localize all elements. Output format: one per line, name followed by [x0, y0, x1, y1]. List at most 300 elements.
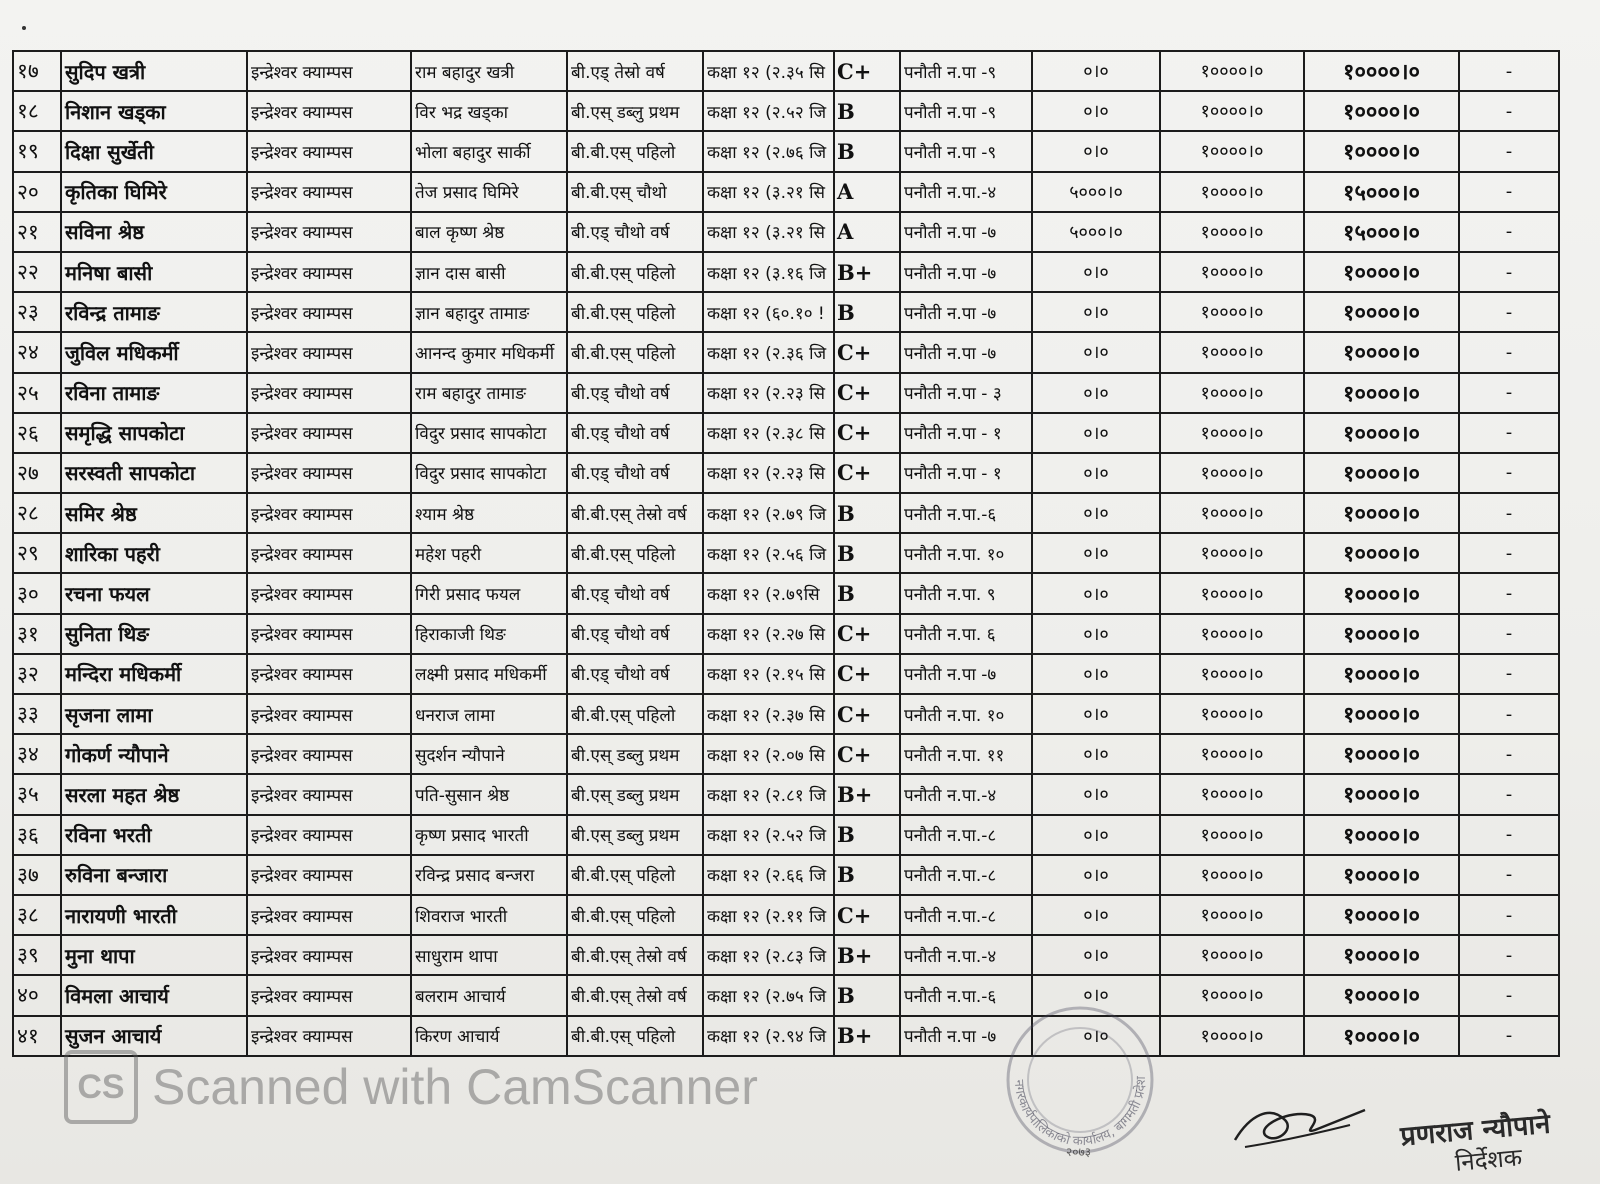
total-amount-cell: १००००।०: [1304, 533, 1459, 573]
remark-cell: -: [1459, 573, 1559, 613]
serial-number-cell: ३८: [13, 895, 61, 935]
grade-cell: C+: [834, 895, 900, 935]
amount-2-cell: १००००।०: [1160, 373, 1304, 413]
watermark-text: Scanned with CamScanner: [152, 1059, 758, 1115]
address-cell: पनौती न.पा. ९: [900, 573, 1032, 613]
serial-number-cell: १९: [13, 131, 61, 171]
amount-2-cell: १००००।०: [1160, 533, 1304, 573]
student-name-cell: विमला आचार्य: [61, 975, 247, 1015]
remark-cell: -: [1459, 614, 1559, 654]
program-cell: बी.एड् चौथो वर्ष: [567, 614, 703, 654]
table-row: [13, 51, 1559, 91]
guardian-name-cell: सुदर्शन न्यौपाने: [411, 734, 567, 774]
amount-2-cell: १००००।०: [1160, 332, 1304, 372]
scan-dot: [22, 26, 26, 30]
address-cell: पनौती न.पा.-८: [900, 895, 1032, 935]
class12-cell: कक्षा १२ (२.०७ सि: [703, 734, 834, 774]
remark-cell: -: [1459, 131, 1559, 171]
address-cell: पनौती न.पा -७: [900, 212, 1032, 252]
amount-2-cell: १००००।०: [1160, 91, 1304, 131]
total-amount-cell: १००००।०: [1304, 614, 1459, 654]
serial-number-cell: १८: [13, 91, 61, 131]
amount-2-cell: १००००।०: [1160, 131, 1304, 171]
total-amount-cell: १००००।०: [1304, 694, 1459, 734]
program-cell: बी.एड् तेस्रो वर्ष: [567, 51, 703, 91]
student-name-cell: रविना भरती: [61, 815, 247, 855]
total-amount-cell: १००००।०: [1304, 1016, 1459, 1056]
serial-number-cell: २३: [13, 292, 61, 332]
address-cell: पनौती न.पा. १०: [900, 533, 1032, 573]
table-row: [13, 212, 1559, 252]
serial-number-cell: २६: [13, 413, 61, 453]
total-amount-cell: १००००।०: [1304, 654, 1459, 694]
remark-cell: -: [1459, 975, 1559, 1015]
seal-number: २०७३: [1066, 1145, 1091, 1159]
guardian-name-cell: साधुराम थापा: [411, 935, 567, 975]
class12-cell: कक्षा १२ (२.१५ सि: [703, 654, 834, 694]
amount-1-cell: ०।०: [1032, 493, 1160, 533]
grade-cell: C+: [834, 51, 900, 91]
program-cell: बी.बी.एस् पहिलो: [567, 1016, 703, 1056]
class12-cell: कक्षा १२ (२.३५ सि: [703, 51, 834, 91]
table-row: [13, 774, 1559, 814]
remark-cell: -: [1459, 292, 1559, 332]
remark-cell: -: [1459, 51, 1559, 91]
class12-cell: कक्षा १२ (२.८३ जि: [703, 935, 834, 975]
campus-cell: इन्द्रेश्वर क्याम्पस: [247, 734, 411, 774]
address-cell: पनौती न.पा -७: [900, 332, 1032, 372]
class12-cell: कक्षा १२ (२.२३ सि: [703, 373, 834, 413]
guardian-name-cell: तेज प्रसाद घिमिरे: [411, 172, 567, 212]
address-cell: पनौती न.पा -७: [900, 292, 1032, 332]
serial-number-cell: २९: [13, 533, 61, 573]
serial-number-cell: ३२: [13, 654, 61, 694]
grade-cell: A: [834, 212, 900, 252]
class12-cell: कक्षा १२ (२.७६ जि: [703, 131, 834, 171]
guardian-name-cell: कृष्ण प्रसाद भारती: [411, 815, 567, 855]
serial-number-cell: ३३: [13, 694, 61, 734]
campus-cell: इन्द्रेश्वर क्याम्पस: [247, 654, 411, 694]
grade-cell: C+: [834, 413, 900, 453]
table-row: [13, 292, 1559, 332]
remark-cell: -: [1459, 212, 1559, 252]
remark-cell: -: [1459, 694, 1559, 734]
address-cell: पनौती न.पा -७: [900, 654, 1032, 694]
amount-2-cell: १००००।०: [1160, 573, 1304, 613]
guardian-name-cell: विदुर प्रसाद सापकोटा: [411, 413, 567, 453]
class12-cell: कक्षा १२ (२.५६ जि: [703, 533, 834, 573]
table-row: [13, 91, 1559, 131]
address-cell: पनौती न.पा.-४: [900, 172, 1032, 212]
program-cell: बी.बी.एस् तेस्रो वर्ष: [567, 935, 703, 975]
program-cell: बी.बी.एस् पहिलो: [567, 292, 703, 332]
amount-2-cell: १००००।०: [1160, 895, 1304, 935]
remark-cell: -: [1459, 453, 1559, 493]
class12-cell: कक्षा १२ (२.२७ सि: [703, 614, 834, 654]
program-cell: बी.बी.एस् चौथो: [567, 172, 703, 212]
serial-number-cell: ३१: [13, 614, 61, 654]
address-cell: पनौती न.पा. ११: [900, 734, 1032, 774]
serial-number-cell: २७: [13, 453, 61, 493]
campus-cell: इन्द्रेश्वर क्याम्पस: [247, 91, 411, 131]
student-name-cell: मुना थापा: [61, 935, 247, 975]
amount-2-cell: १००००।०: [1160, 975, 1304, 1015]
table-row: [13, 694, 1559, 734]
address-cell: पनौती न.पा. ६: [900, 614, 1032, 654]
grade-cell: B: [834, 91, 900, 131]
amount-1-cell: ०।०: [1032, 131, 1160, 171]
remark-cell: -: [1459, 855, 1559, 895]
student-name-cell: दिक्षा सुर्खेती: [61, 131, 247, 171]
campus-cell: इन्द्रेश्वर क्याम्पस: [247, 413, 411, 453]
signatory-title: निर्देशक: [1453, 1143, 1524, 1177]
serial-number-cell: ४१: [13, 1016, 61, 1056]
amount-1-cell: ०।०: [1032, 91, 1160, 131]
class12-cell: कक्षा १२ (२.६६ जि: [703, 855, 834, 895]
serial-number-cell: ३६: [13, 815, 61, 855]
total-amount-cell: १००००।०: [1304, 453, 1459, 493]
campus-cell: इन्द्रेश्वर क्याम्पस: [247, 935, 411, 975]
total-amount-cell: १००००।०: [1304, 252, 1459, 292]
amount-2-cell: १००००।०: [1160, 413, 1304, 453]
amount-2-cell: १००००।०: [1160, 734, 1304, 774]
student-name-cell: मन्दिरा मधिकर्मी: [61, 654, 247, 694]
campus-cell: इन्द्रेश्वर क्याम्पस: [247, 694, 411, 734]
serial-number-cell: १७: [13, 51, 61, 91]
table-row: [13, 614, 1559, 654]
program-cell: बी.एड् चौथो वर्ष: [567, 212, 703, 252]
grade-cell: C+: [834, 453, 900, 493]
campus-cell: इन्द्रेश्वर क्याम्पस: [247, 493, 411, 533]
program-cell: बी.एड् चौथो वर्ष: [567, 453, 703, 493]
grade-cell: B: [834, 975, 900, 1015]
grade-cell: A: [834, 172, 900, 212]
total-amount-cell: १००००।०: [1304, 815, 1459, 855]
office-seal: [980, 1000, 1180, 1160]
grade-cell: C+: [834, 614, 900, 654]
class12-cell: कक्षा १२ (२.३६ जि: [703, 332, 834, 372]
grade-cell: B: [834, 493, 900, 533]
amount-2-cell: १००००।०: [1160, 855, 1304, 895]
total-amount-cell: १००००।०: [1304, 131, 1459, 171]
amount-1-cell: ०।०: [1032, 895, 1160, 935]
address-cell: पनौती न.पा -९: [900, 131, 1032, 171]
amount-2-cell: १००००।०: [1160, 212, 1304, 252]
address-cell: पनौती न.पा.-४: [900, 935, 1032, 975]
grade-cell: B+: [834, 774, 900, 814]
student-name-cell: रविन्द्र तामाङ: [61, 292, 247, 332]
campus-cell: इन्द्रेश्वर क्याम्पस: [247, 614, 411, 654]
guardian-name-cell: ज्ञान दास बासी: [411, 252, 567, 292]
amount-2-cell: १००००।०: [1160, 815, 1304, 855]
program-cell: बी.एड् चौथो वर्ष: [567, 373, 703, 413]
student-name-cell: सुजन आचार्य: [61, 1016, 247, 1056]
campus-cell: इन्द्रेश्वर क्याम्पस: [247, 212, 411, 252]
total-amount-cell: १००००।०: [1304, 774, 1459, 814]
total-amount-cell: १००००।०: [1304, 573, 1459, 613]
student-name-cell: कृतिका घिमिरे: [61, 172, 247, 212]
serial-number-cell: ३०: [13, 573, 61, 613]
student-name-cell: सुनिता थिङ: [61, 614, 247, 654]
student-name-cell: नारायणी भारती: [61, 895, 247, 935]
student-name-cell: सुदिप खत्री: [61, 51, 247, 91]
address-cell: पनौती न.पा - १: [900, 413, 1032, 453]
amount-1-cell: ०।०: [1032, 815, 1160, 855]
grade-cell: C+: [834, 734, 900, 774]
program-cell: बी.बी.एस् तेस्रो वर्ष: [567, 975, 703, 1015]
guardian-name-cell: बलराम आचार्य: [411, 975, 567, 1015]
table-row: [13, 172, 1559, 212]
total-amount-cell: १००००।०: [1304, 332, 1459, 372]
campus-cell: इन्द्रेश्वर क्याम्पस: [247, 855, 411, 895]
amount-2-cell: १००००।०: [1160, 493, 1304, 533]
table-row: [13, 131, 1559, 171]
address-cell: पनौती न.पा.-८: [900, 855, 1032, 895]
remark-cell: -: [1459, 935, 1559, 975]
student-name-cell: निशान खड्का: [61, 91, 247, 131]
amount-1-cell: ०।०: [1032, 332, 1160, 372]
amount-1-cell: ५०००।०: [1032, 212, 1160, 252]
remark-cell: -: [1459, 533, 1559, 573]
amount-2-cell: १००००।०: [1160, 614, 1304, 654]
class12-cell: कक्षा १२ (३.२१ सि: [703, 172, 834, 212]
grade-cell: B: [834, 815, 900, 855]
amount-1-cell: ०।०: [1032, 614, 1160, 654]
amount-2-cell: १००००।०: [1160, 172, 1304, 212]
student-name-cell: जुविल मधिकर्मी: [61, 332, 247, 372]
amount-2-cell: १००००।०: [1160, 654, 1304, 694]
total-amount-cell: १००००।०: [1304, 292, 1459, 332]
amount-1-cell: ०।०: [1032, 373, 1160, 413]
grade-cell: B: [834, 131, 900, 171]
class12-cell: कक्षा १२ (३.१६ जि: [703, 252, 834, 292]
student-name-cell: सविना श्रेष्ठ: [61, 212, 247, 252]
campus-cell: इन्द्रेश्वर क्याम्पस: [247, 172, 411, 212]
amount-1-cell: ०।०: [1032, 654, 1160, 694]
class12-cell: कक्षा १२ (२.७९ जि: [703, 493, 834, 533]
student-name-cell: रचना फयल: [61, 573, 247, 613]
campus-cell: इन्द्रेश्वर क्याम्पस: [247, 895, 411, 935]
total-amount-cell: १५०००।०: [1304, 172, 1459, 212]
amount-2-cell: १००००।०: [1160, 292, 1304, 332]
address-cell: पनौती न.पा.-४: [900, 774, 1032, 814]
guardian-name-cell: हिराकाजी थिङ: [411, 614, 567, 654]
address-cell: पनौती न.पा.-८: [900, 815, 1032, 855]
amount-1-cell: ०।०: [1032, 975, 1160, 1015]
table-row: [13, 895, 1559, 935]
table-row: [13, 332, 1559, 372]
remark-cell: -: [1459, 91, 1559, 131]
grade-cell: B: [834, 573, 900, 613]
serial-number-cell: २०: [13, 172, 61, 212]
student-name-cell: रुविना बन्जारा: [61, 855, 247, 895]
guardian-name-cell: महेश पहरी: [411, 533, 567, 573]
amount-2-cell: १००००।०: [1160, 252, 1304, 292]
serial-number-cell: २१: [13, 212, 61, 252]
class12-cell: कक्षा १२ (२.८१ जि: [703, 774, 834, 814]
remark-cell: -: [1459, 493, 1559, 533]
campus-cell: इन्द्रेश्वर क्याम्पस: [247, 774, 411, 814]
table-row: [13, 493, 1559, 533]
amount-1-cell: ०।०: [1032, 694, 1160, 734]
campus-cell: इन्द्रेश्वर क्याम्पस: [247, 373, 411, 413]
table-row: [13, 373, 1559, 413]
program-cell: बी.एड् चौथो वर्ष: [567, 654, 703, 694]
table-row: [13, 413, 1559, 453]
guardian-name-cell: रविन्द्र प्रसाद बन्जरा: [411, 855, 567, 895]
amount-1-cell: ०।०: [1032, 573, 1160, 613]
amount-1-cell: ०।०: [1032, 453, 1160, 493]
guardian-name-cell: किरण आचार्य: [411, 1016, 567, 1056]
svg-text:नगरकार्यपालिकाको कार्यालय, बाग: [1011, 1075, 1149, 1149]
address-cell: पनौती न.पा - १: [900, 453, 1032, 493]
program-cell: बी.बी.एस् पहिलो: [567, 694, 703, 734]
remark-cell: -: [1459, 654, 1559, 694]
table-row: [13, 734, 1559, 774]
program-cell: बी.एड् चौथो वर्ष: [567, 573, 703, 613]
serial-number-cell: २२: [13, 252, 61, 292]
class12-cell: कक्षा १२ (२.५२ जि: [703, 815, 834, 855]
program-cell: बी.एस् डब्लु प्रथम: [567, 91, 703, 131]
amount-2-cell: १००००।०: [1160, 694, 1304, 734]
program-cell: बी.बी.एस् पहिलो: [567, 895, 703, 935]
amount-2-cell: १००००।०: [1160, 774, 1304, 814]
remark-cell: -: [1459, 1016, 1559, 1056]
campus-cell: इन्द्रेश्वर क्याम्पस: [247, 453, 411, 493]
campus-cell: इन्द्रेश्वर क्याम्पस: [247, 332, 411, 372]
campus-cell: इन्द्रेश्वर क्याम्पस: [247, 533, 411, 573]
guardian-name-cell: राम बहादुर तामाङ: [411, 373, 567, 413]
grade-cell: C+: [834, 654, 900, 694]
total-amount-cell: १००००।०: [1304, 975, 1459, 1015]
camscanner-logo-icon: CS: [64, 1050, 138, 1124]
guardian-name-cell: विदुर प्रसाद सापकोटा: [411, 453, 567, 493]
remark-cell: -: [1459, 895, 1559, 935]
program-cell: बी.बी.एस् पहिलो: [567, 533, 703, 573]
class12-cell: कक्षा १२ (२.११ जि: [703, 895, 834, 935]
amount-1-cell: ०।०: [1032, 292, 1160, 332]
total-amount-cell: १००००।०: [1304, 91, 1459, 131]
guardian-name-cell: विर भद्र खड्का: [411, 91, 567, 131]
total-amount-cell: १००००।०: [1304, 855, 1459, 895]
program-cell: बी.एस् डब्लु प्रथम: [567, 774, 703, 814]
signatory-name: प्रणराज न्यौपाने: [1399, 1108, 1552, 1153]
table-row: [13, 935, 1559, 975]
total-amount-cell: १००००।०: [1304, 734, 1459, 774]
program-cell: बी.बी.एस् पहिलो: [567, 332, 703, 372]
guardian-name-cell: शिवराज भारती: [411, 895, 567, 935]
table-row: [13, 453, 1559, 493]
remark-cell: -: [1459, 815, 1559, 855]
amount-1-cell: ०।०: [1032, 855, 1160, 895]
class12-cell: कक्षा १२ (३.२१ सि: [703, 212, 834, 252]
table-row: [13, 855, 1559, 895]
serial-number-cell: ३५: [13, 774, 61, 814]
scholarship-table: [12, 50, 1560, 1057]
amount-2-cell: १००००।०: [1160, 453, 1304, 493]
class12-cell: कक्षा १२ (२.२३ सि: [703, 453, 834, 493]
guardian-name-cell: धनराज लामा: [411, 694, 567, 734]
remark-cell: -: [1459, 252, 1559, 292]
serial-number-cell: २८: [13, 493, 61, 533]
campus-cell: इन्द्रेश्वर क्याम्पस: [247, 51, 411, 91]
class12-cell: कक्षा १२ (२.७५ जि: [703, 975, 834, 1015]
student-name-cell: मनिषा बासी: [61, 252, 247, 292]
program-cell: बी.बी.एस् पहिलो: [567, 252, 703, 292]
class12-cell: कक्षा १२ (२.३७ सि: [703, 694, 834, 734]
table-row: [13, 654, 1559, 694]
amount-1-cell: ०।०: [1032, 1016, 1160, 1056]
grade-cell: B: [834, 855, 900, 895]
amount-1-cell: ०।०: [1032, 774, 1160, 814]
student-name-cell: समिर श्रेष्ठ: [61, 493, 247, 533]
signature: [1230, 1095, 1370, 1159]
address-cell: पनौती न.पा -७: [900, 1016, 1032, 1056]
address-cell: पनौती न.पा -९: [900, 91, 1032, 131]
amount-1-cell: ०।०: [1032, 533, 1160, 573]
remark-cell: -: [1459, 774, 1559, 814]
amount-1-cell: ०।०: [1032, 935, 1160, 975]
remark-cell: -: [1459, 332, 1559, 372]
table-row: [13, 815, 1559, 855]
student-name-cell: रविना तामाङ: [61, 373, 247, 413]
address-cell: पनौती न.पा -७: [900, 252, 1032, 292]
program-cell: बी.बी.एस् पहिलो: [567, 131, 703, 171]
grade-cell: B: [834, 533, 900, 573]
total-amount-cell: १००००।०: [1304, 413, 1459, 453]
amount-1-cell: ५०००।०: [1032, 172, 1160, 212]
table-row: [13, 975, 1559, 1015]
student-name-cell: सरला महत श्रेष्ठ: [61, 774, 247, 814]
campus-cell: इन्द्रेश्वर क्याम्पस: [247, 975, 411, 1015]
amount-1-cell: ०।०: [1032, 734, 1160, 774]
guardian-name-cell: बाल कृष्ण श्रेष्ठ: [411, 212, 567, 252]
total-amount-cell: १००००।०: [1304, 373, 1459, 413]
guardian-name-cell: भोला बहादुर सार्की: [411, 131, 567, 171]
address-cell: पनौती न.पा.-६: [900, 975, 1032, 1015]
campus-cell: इन्द्रेश्वर क्याम्पस: [247, 292, 411, 332]
class12-cell: कक्षा १२ (२.७९सि: [703, 573, 834, 613]
student-name-cell: शारिका पहरी: [61, 533, 247, 573]
grade-cell: C+: [834, 332, 900, 372]
total-amount-cell: १००००।०: [1304, 51, 1459, 91]
class12-cell: कक्षा १२ (६०.१० !: [703, 292, 834, 332]
address-cell: पनौती न.पा.-६: [900, 493, 1032, 533]
campus-cell: इन्द्रेश्वर क्याम्पस: [247, 252, 411, 292]
student-name-cell: सृजना लामा: [61, 694, 247, 734]
program-cell: बी.एड् चौथो वर्ष: [567, 413, 703, 453]
total-amount-cell: १००००।०: [1304, 493, 1459, 533]
grade-cell: B+: [834, 1016, 900, 1056]
remark-cell: -: [1459, 172, 1559, 212]
program-cell: बी.बी.एस् पहिलो: [567, 855, 703, 895]
amount-2-cell: १००००।०: [1160, 51, 1304, 91]
table-body: [13, 51, 1559, 1056]
serial-number-cell: ३७: [13, 855, 61, 895]
table-row: [13, 533, 1559, 573]
address-cell: पनौती न.पा. १०: [900, 694, 1032, 734]
address-cell: पनौती न.पा -९: [900, 51, 1032, 91]
amount-1-cell: ०।०: [1032, 252, 1160, 292]
program-cell: बी.एस् डब्लु प्रथम: [567, 815, 703, 855]
amount-2-cell: १००००।०: [1160, 1016, 1304, 1056]
serial-number-cell: ४०: [13, 975, 61, 1015]
table-row: [13, 252, 1559, 292]
campus-cell: इन्द्रेश्वर क्याम्पस: [247, 573, 411, 613]
amount-2-cell: १००००।०: [1160, 935, 1304, 975]
grade-cell: B+: [834, 252, 900, 292]
student-name-cell: गोकर्ण न्यौपाने: [61, 734, 247, 774]
